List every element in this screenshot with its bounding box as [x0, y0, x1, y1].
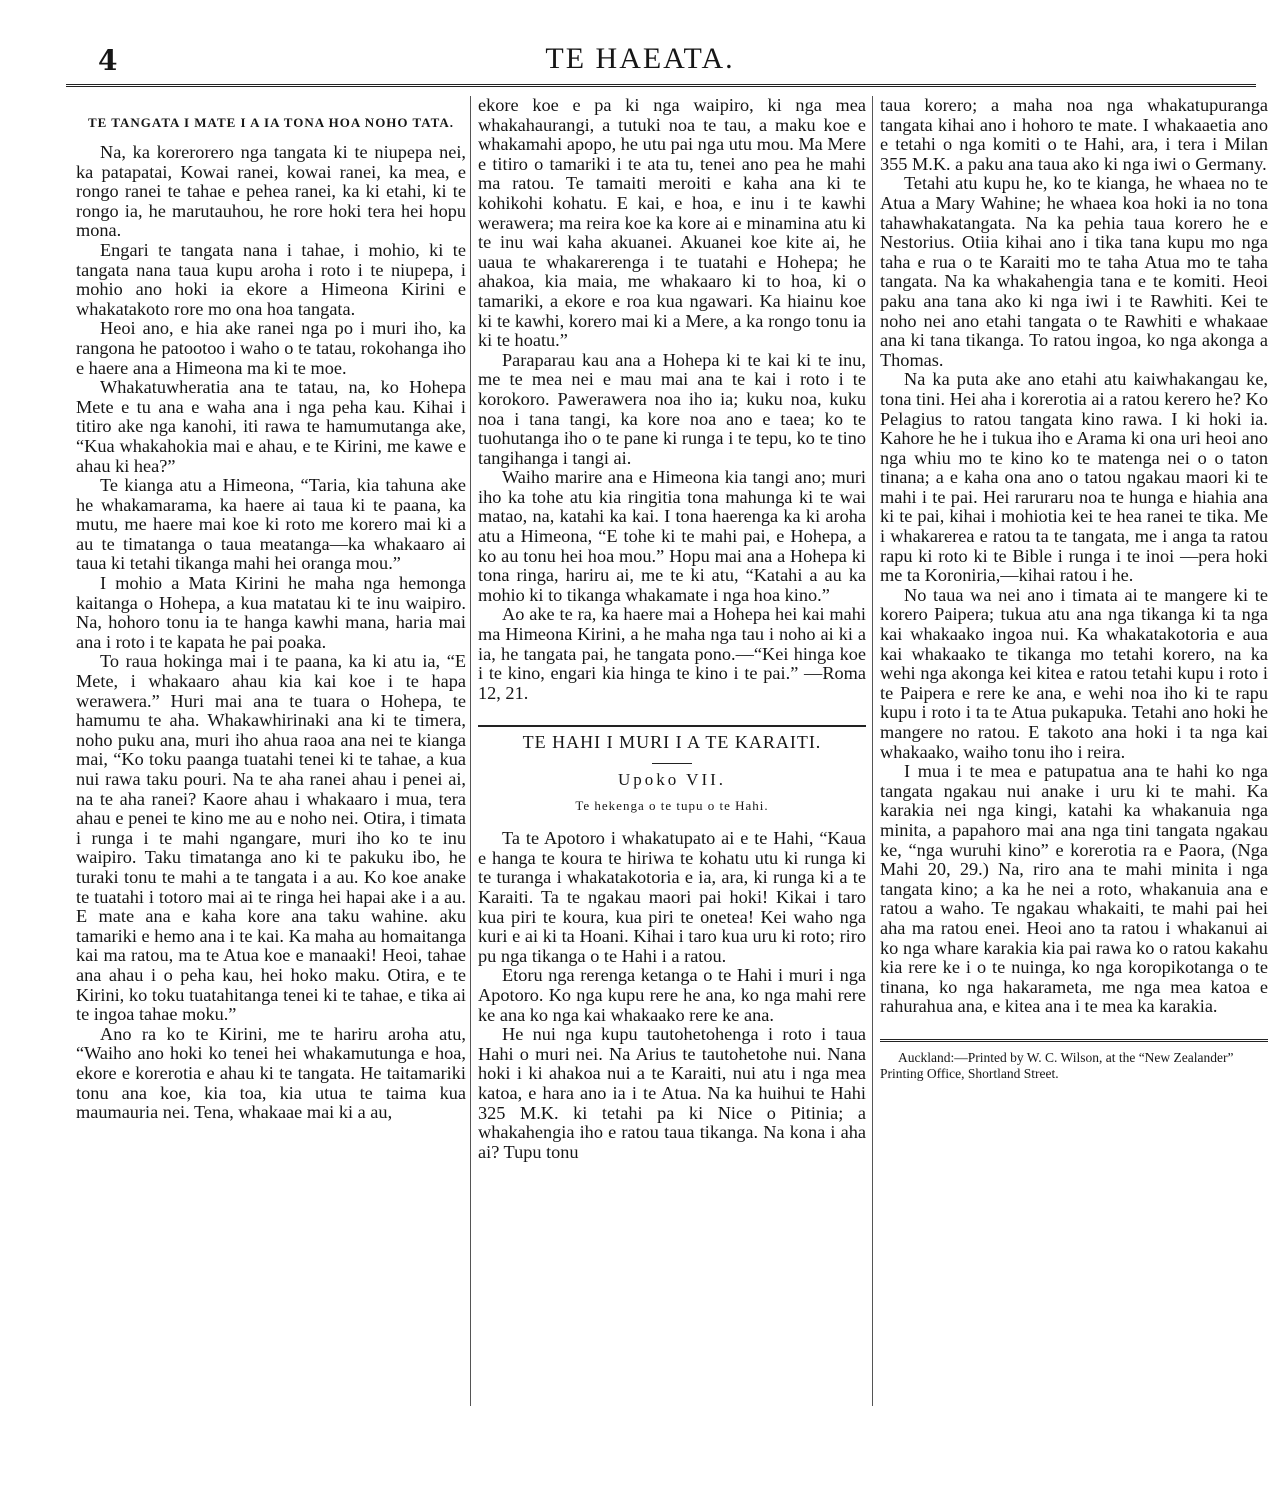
page-number: 4: [98, 44, 118, 77]
column-2: [478, 96, 866, 1162]
paragraph: I mohio a Mata Kirini he maha nga hemonga kaitanga o Hohepa, a kua matatau ki te inu waipiro. Na, hohoro tonu ia te hanga kawhi mana, haria mai ana i roto i te kapata he pai poaka.: [76, 573, 466, 652]
paragraph: Etoru nga rerenga ketanga o te Hahi i muri i nga Apotoro. Ko nga kupu rere he ana, ko nga mahi rere ke ana ko nga kai whakaako rere ke ana.: [478, 965, 866, 1025]
paragraph: Ta te Apotoro i whakatupato ai e te Hahi, “Kaua e hanga te koura te hiriwa te kohatu utu ki runga ki te turanga i whakatakotoria e ia, ara, ki runga ki a te Karaiti. Ta te ngakau maori pai hoki! Kikai i taro kua piri te koura, kua piri te onetea! Kei waho nga kuri e ai ki ta Hoani. Kihai i taro kua uru ki roto; riro pu nga tikanga o te Hahi i a ratou.: [478, 828, 866, 966]
paragraph: Ao ake te ra, ka haere mai a Hohepa hei kai mahi ma Himeona Kirini, a he maha nga tau i noho ai ki a ia, he tangata pai, he tangata pono.—“Kei hinga koe i te kino, engari kia hinga te kino i te pai.” —Roma 12, 21.: [478, 604, 866, 703]
paragraph: Na, ka korerorero nga tangata ki te niupepa nei, ka patapatai, Kowai ranei, kowai ranei, ka mea, e rongo ranei te tahae e pehea ranei, ka ki etahi, ki te rongo ia, he marutauhou, he rore hoki tera hei hopu mona.: [76, 142, 466, 241]
paragraph: Paraparau kau ana a Hohepa ki te kai ki te inu, me te mea nei e mau mai ana te kai i roto i te korokoro. Pawerawera noa iho ia; kuku noa, kuku noa i tana tangi, ka kore noa ano e taea; ko te tuohutanga iho o te pane ki runga i te tepu, ko te tino tangihanga i tangi ai.: [478, 349, 866, 468]
paragraph: He nui nga kupu tautohetohenga i roto i taua Hahi o muri nei. Na Arius te tautohetohe nui. Nana hoki i ki ahakoa nui a te Karaiti, nui atu i nga mea katoa, e hara ano ia i te Atua. Na ka huihui te Hahi 325 M.K. ki tetahi pa ki Nice o Pitinia; a whakahengia iho e ratou taua tikanga. Na kona i aha ai? Tupu tonu: [478, 1024, 866, 1162]
paragraph: Engari te tangata nana i tahae, i mohio, ki te tangata nana taua kupu aroha i roto i te niupepa, i mohio ano hoki ia ekore a Himeona Kirini e whakatakoto rore mo ona hoa tangata.: [76, 239, 466, 319]
paragraph: No taua wa nei ano i timata ai te mangere ki te korero Paipera; tukua atu ana nga tikanga ki ta nga kai whakaako ingoa nui. Ka whakatakotoria e aua kai whakaako te tikanga mo tetahi korero, na ka wehi nga akonga kei kitea e ratou tetahi kupu i roto i te Paipera e rere ke ana, e wehi noa iho ki te rapu kupu i roto i ta te Atua pukapuka. Tetahi ano hoki he mangere no ratou. E takoto ana hoki i ta nga kai whakaako, waiho tonu iho i reira.: [880, 584, 1268, 762]
chapter-subheading: Te hekenga o te tupu o te Hahi.: [575, 797, 769, 813]
paragraph: I mua i te mea e patupatua ana te hahi ko nga tangata ngakau nui anake i uru ki te mahi. Ka karakia nei nga kingi, katahi ka whakanuia nga minita, a papahoro mai ana nga tini tangata ngakau ke, “nga wuruhi kino” e korerotia ra e Paora, (Nga Mahi 20, 29.) Na, riro ana te mahi minita i nga tangata kino; a ka he nei a roto, whakanuia ana e ratou a waho. Te ngakau whakaiti, te mahi pai hei aha ma ratou enei. Heoi ano ta ratou i whakanui ai ko nga whare karakia kia pai rawa ko o ratou kakahu kia rere ke i o te nuinga, ko nga koropikotanga o te tinana, ko nga hakarameta, me nga mea katoa e rahurahua ana, e kitea ana i te mea ka karakia.: [880, 761, 1268, 1017]
section-divider: [478, 725, 866, 727]
column-divider: [872, 96, 873, 1406]
printer-imprint: Auckland:—Printed by W. C. Wilson, at the “New Zealander” Printing Office, Shortland Street.: [880, 1049, 1234, 1081]
paragraph: Na ka puta ake ano etahi atu kaiwhakangau ke, tona tini. Hei aha i korerotia ai a ratou kerero he? Ko Pelagius to ratou tangata kino rawa. I ki hoki ia. Kahore he he i tukua iho e Arama ki ona uri heoi ano nga whiu mo te kino ko te matenga nei o o taton tinana; a e kaha ona ano o tatou ngakau maori ki te mahi i te pai. Hei raruraru noa te hunga e hiahia ana ki te pai, kihai i mohiotia kei te hea ranei te tika. Me i whakarerea e ratou ta te tangata, me i anga ta ratou rapu ki roto ki te Bible i runga i te inoi —pera hoki me ta Koroniria,—kihai ratou i he.: [880, 369, 1268, 586]
column-3: [880, 96, 1268, 1082]
paragraph: Tetahi atu kupu he, ko te kianga, he whaea no te Atua a Mary Wahine; he whaea koa hoki ia no tona tahawhakatangata. Na ka pehia taua korero he e Nestorius. Otiia kihai ano i tika tana kupu mo nga taha e rua o te Karaiti mo te taha Atua mo te taha tangata. Na ka whakahengia tana e te komiti. Heoi paku ana tana ako ki nga iwi i te Rawhiti. Kei te noho nei ano etahi tangata o te Rawhiti e whakaae ana ki tana tikanga. To ratou ingoa, ko nga akonga a Thomas.: [880, 173, 1268, 370]
paragraph: taua korero; a maha noa nga whakatupuranga tangata kihai ano i hohoro te mate. I whakaaetia ano e tetahi o nga komiti o te Hahi, ara, i tera i Milan 355 M.K. a paku ana taua ako ki nga iwi o Germany.: [880, 95, 1268, 174]
paragraph: Waiho marire ana e Himeona kia tangi ano; muri iho ka tohe atu kia ringitia tona mahunga ki te wai matao, na, katahi ka kai. I tona haerenga ka ki aroha atu a Himeona, “E tohe ki te mahi pai, e Hohepa, a ko au tonu hei hoa mou.” Hopu mai ana a Hohepa ki tona ringa, hariru ai, me te ki atu, “Katahi a au ka mohio ki to tikanga whakamate i nga hoa kino.”: [478, 467, 866, 605]
header-rule: [66, 84, 1256, 87]
column-1: [76, 96, 466, 1123]
imprint-rule: [880, 1039, 1268, 1042]
chapter-heading: Upoko VII.: [617, 770, 727, 789]
paragraph: To raua hokinga mai i te paana, ka ki atu ia, “E Mete, i whakaaro ahau kia kai koe i te hapa werawera.” Huri mai ana te tuara o Hohepa, te hamumu te aha. Whakawhirinaki ana ki te timera, noho puku ana, muri iho ahua raoa ana nei te kianga mai, “Ko toku paanga tuatahi tenei ki te tahae, a kua nui rawa taku pouri. Na te aha ranei ahau i penei ai, na te aha ranei? Kaore ahau i whakaaro i mua, tera ahau e penei te kino me au e noho nei. Otira, i timata i runga i te mahi ngangare, muri iho ko te inu waipiro. Taku timatanga ano ki te pakuku ibo, he turaki tonu te mahi a te tangata i a au. Ko koe anake te tuatahi i totoro mai ai te ringa hei hapai ake i a au. E mate ana e kaha kore ana taku wahine. aku tamariki e hemo ana i te kai. Ka maha au homaitanga kai ma ratou, ma te Atua koe e manaaki! Heoi, tahae ana ahau i o peha kau, hei hoko maku. Otira, e te Kirini, ko toku tuatahitanga tenei ki te tahae, e tika ai te ingoa tahae moku.”: [76, 651, 466, 1025]
article-title: TE TANGATA I MATE I A IA TONA HOA NOHO TATA.: [87, 115, 455, 130]
short-rule: [652, 763, 692, 764]
section-title: TE HAHI I MURI I A TE KARAITI.: [522, 732, 822, 753]
column-divider: [470, 96, 471, 1406]
paragraph: Whakatuwheratia ana te tatau, na, ko Hohepa Mete e tu ana e waha ana i nga peha kau. Kihai i titiro ake nga kanohi, iti rawa te hamumutanga ake, “Kua whakahokia mai e ahau, e te Kirini, me kawe e ahau ki hea?”: [76, 377, 466, 476]
paragraph: ekore koe e pa ki nga waipiro, ki nga mea whakahaurangi, a tutuki noa te tau, a maku koe e whakamahi apopo, he utu pai nga utu mou. Ma Mere e titiro o tamariki i te ata tu, tenei ano pea he mahi ma ratou. Te tamaiti meroiti e kaha ana ki te kohikohi kohatu. E kai, e hoa, e inu i te kawhi werawera; ma reira koe ka kore ai e minamina atu ki te inu wai kaha akuanei. Akuanei koe kite ai, he uaua te whakarerenga i te tuatahi e Hohepa; he ahakoa, kia maia, me whakaaro ki to hoa, ki o tamariki, a ekore e roa kua ngawari. Ka hiainu koe ki te kawhi, korero mai ki a Mere, a ka rongo tonu ia ki te hoatu.”: [478, 95, 866, 351]
masthead-title: TE HAEATA.: [545, 42, 735, 75]
paragraph: Te kianga atu a Himeona, “Taria, kia tahuna ake he whakamarama, ka haere ai taua ki te paana, ka mutu, me haere mai koe ki roto me korero mai ki a au te timatanga o taua meatanga—ka whakaaro ai taua ki tetahi tikanga mahi hei oranga mou.”: [76, 475, 466, 574]
paragraph: Heoi ano, e hia ake ranei nga po i muri iho, ka rangona he patootoo i waho o te tatau, rokohanga iho e haere ana a Himeona ma ki te moe.: [76, 318, 466, 378]
paragraph: Ano ra ko te Kirini, me te hariru aroha atu, “Waiho ano hoki ko tenei hei whakamutunga e hoa, ekore e korerotia e ahau ki te tangata. He taitamariki tonu ana koe, kia toa, kia utua te taima kua maumauria nei. Tena, whakaae mai ki a au,: [76, 1023, 466, 1123]
